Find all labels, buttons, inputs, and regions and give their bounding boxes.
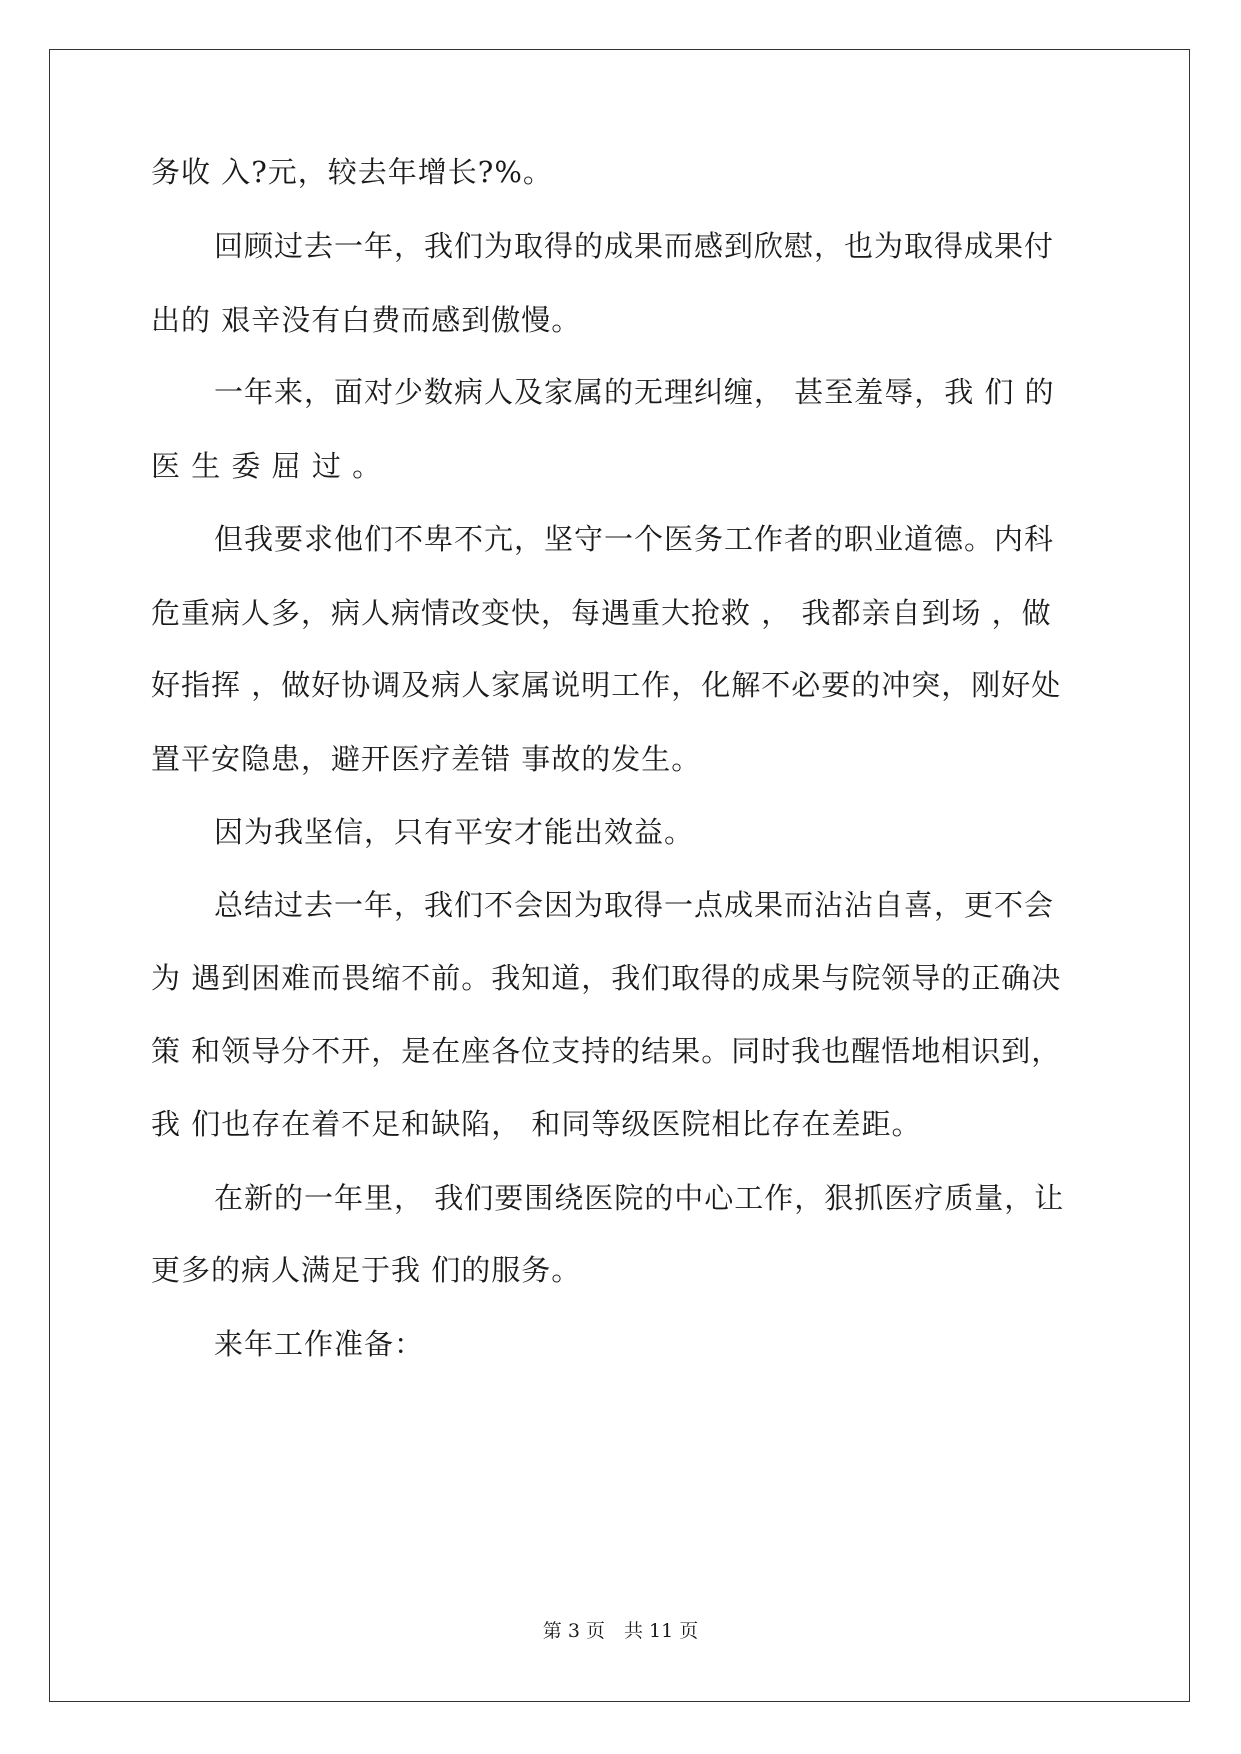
text-line: 为 遇到困难而畏缩不前。我知道，我们取得的成果与院领导的正确决 [151, 961, 1062, 995]
text-line: 策 和领导分不开，是在座各位支持的结果。同时我也醒悟地相识到， [151, 1034, 1062, 1068]
paragraph-first-line: 总结过去一年，我们不会因为取得一点成果而沾沾自喜，更不会 [214, 888, 1055, 922]
text-line: 危重病人多，病人病情改变快，每遇重大抢救 ， 我都亲自到场 ，做 [151, 596, 1052, 630]
paragraph-first-line: 来年工作准备： [214, 1327, 425, 1361]
page-number-footer: 第 3 页 共 11 页 [542, 1620, 699, 1642]
text-line: 我 们也存在着不足和缺陷， 和同等级医院相比存在差距。 [151, 1107, 922, 1141]
paragraph-first-line: 因为我坚信，只有平安才能出效益。 [214, 815, 695, 849]
page-border [49, 49, 1190, 1702]
paragraph-first-line: 在新的一年里， 我们要围绕医院的中心工作，狠抓医疗质量，让 [214, 1181, 1065, 1215]
text-line: 更多的病人满足于我 们的服务。 [151, 1253, 582, 1287]
text-line: 好指挥 ，做好协调及病人家属说明工作，化解不必要的冲突，刚好处 [151, 668, 1062, 702]
text-line: 置平安隐患，避开医疗差错 事故的发生。 [151, 742, 702, 776]
paragraph-first-line: 但我要求他们不卑不亢，坚守一个医务工作者的职业道德。内科 [214, 522, 1055, 556]
text-line: 务收 入?元，较去年增长?%。 [151, 155, 553, 189]
paragraph-first-line: 回顾过去一年，我们为取得的成果而感到欣慰，也为取得成果付 [214, 229, 1055, 263]
text-line: 出的 艰辛没有白费而感到傲慢。 [151, 303, 582, 337]
paragraph-first-line: 一年来，面对少数病人及家属的无理纠缠， 甚至羞辱，我 们 的 [214, 375, 1055, 409]
text-line: 医 生 委 屈 过 。 [151, 449, 383, 483]
